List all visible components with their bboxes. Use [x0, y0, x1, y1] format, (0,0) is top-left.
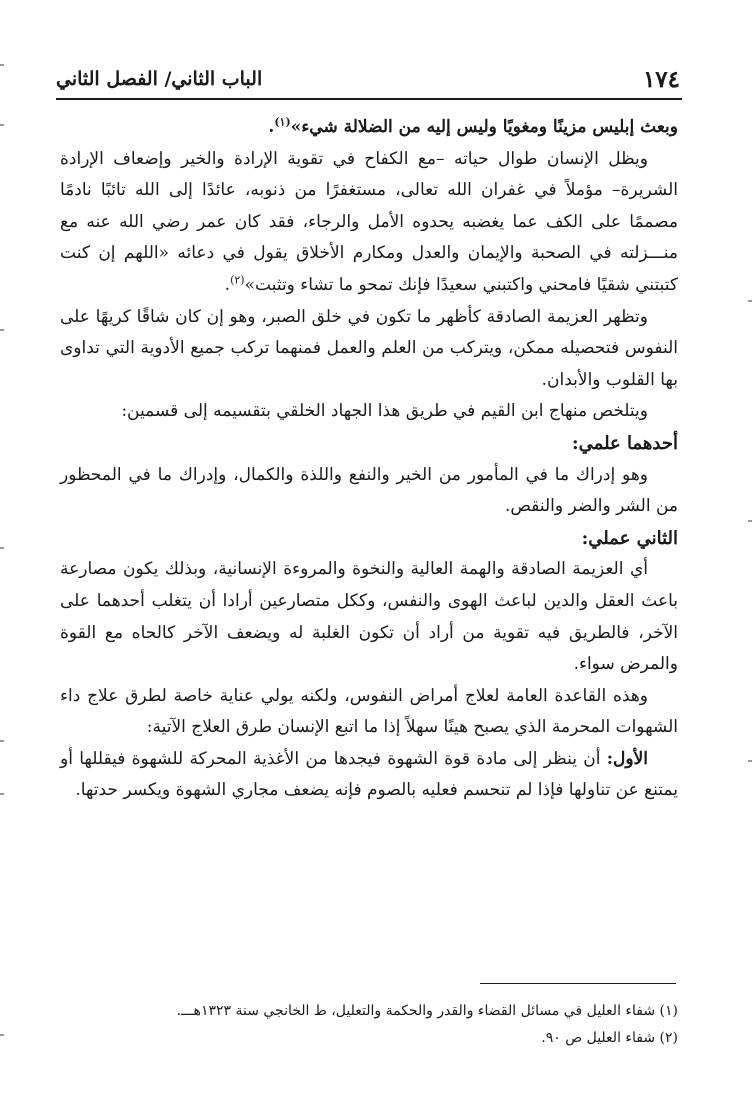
edge-mark — [0, 64, 4, 66]
paragraph-4: ويتلخص منهاج ابن القيم في طريق هذا الجهاد الخلقي بتقسيمه إلى قسمين: — [121, 401, 648, 422]
paragraph-1 — [60, 112, 678, 144]
footnote-ref-1[interactable]: (١) — [274, 115, 291, 129]
header-divider — [56, 98, 682, 100]
paragraph-3: وتظهر العزيمة الصادقة كأظهر ما تكون في خلق الصبر، وهو إن كان شاقًا كريهًا على النفوس فتحصيله ممكن، ويتركب من العلم والعمل فمنهما تركب جميع الأدوية التي تداوى بها القلوب والأبدان. — [60, 306, 678, 390]
subheading-theoretical: أحدهما علمي: — [572, 432, 678, 454]
subheading-practical: الثاني عملي: — [581, 527, 678, 549]
paragraph-6: أي العزيمة الصادقة والهمة العالية والنخوة والمروءة الإنسانية، وبذلك يكون مصارعة باعث العقل والدين لباعث الهوى والنفس، وككل متصارعين أرادا أن يتغلب أحدهما على الآخر، فالطريق فيه تقوية من أراد أن تكون الغلبة له ويضعف الآخر كالحاه مع القوة والمرض سواء. — [60, 559, 678, 675]
edge-mark — [748, 760, 752, 762]
page-header — [56, 62, 680, 96]
paragraph-7: وهذه القاعدة العامة لعلاج أمراض النفوس، ولكنه يولي عناية خاصة لطرق علاج داء الشهوات المحرمة الذي يصبح هينًا سهلاً إذا ما اتبع الإنسان طرق العلاج الآتية: — [60, 685, 678, 738]
edge-mark — [0, 740, 4, 742]
paragraph-2-end: . — [224, 274, 231, 295]
footnote-1: (١) شفاء العليل في مسائل القضاء والقدر والحكمة والتعليل، ط الخانجي سنة ١٣٢٣هـــ. — [176, 1003, 678, 1019]
paragraph-2-text: ويظل الإنسان طوال حياته –مع الكفاح في تقوية الإرادة والخير وإضعاف الإرادة الشريرة– مؤملاً في غفران الله تعالى، مستغفرًا من ذنوبه، عائدًا إلى الله تائبًا نادمًا مصممًا على الكف عما يغضبه يحدوه الأمل والرجاء، فقد كان عمر رضي الله عنه مع منـــزلته في الصحبة والإيمان والعدل ومكارم الأخلاق يقول في دعائه «اللهم إن كنت كتبتني شقيًا فامحني واكتبني سعيدًا فإنك تمحو ما تشاء وتثبت» — [60, 148, 678, 295]
running-title: الباب الثاني/ الفصل الثاني — [56, 68, 263, 90]
footnote-divider — [480, 983, 676, 984]
edge-mark — [748, 300, 752, 302]
edge-mark — [0, 547, 4, 549]
main-text — [60, 112, 678, 807]
paragraph-8 — [60, 744, 678, 807]
edge-mark — [0, 329, 4, 331]
edge-mark — [748, 520, 752, 522]
paragraph-1-end: . — [268, 117, 275, 137]
footnote-ref-2[interactable]: (٢) — [230, 273, 245, 287]
edge-mark — [0, 793, 4, 795]
footnotes — [60, 998, 678, 1052]
paragraph-5: وهو إدراك ما في المأمور من الخير والنفع واللذة والكمال، وإدراك ما في المحظور من الشر والضر والنقص. — [60, 464, 678, 517]
paragraph-1-text: وبعث إبليس مزينًا ومغويًا وليس إليه من الضلالة شيء» — [290, 117, 678, 137]
edge-mark — [0, 124, 4, 126]
paragraph-2 — [60, 144, 678, 302]
paragraph-8-text: أن ينظر إلى مادة قوة الشهوة فيجدها من الأغذية المحركة للشهوة فيقللها أو يمتنع عن تناولها فإذا لم تنحسم فعليه بالصوم فإنه يضعف مجاري الشهوة ويكسر حدتها. — [60, 748, 678, 801]
edge-mark — [0, 1034, 4, 1036]
page-number: ١٧٤ — [642, 65, 680, 93]
paragraph-8-lead: الأول: — [606, 748, 648, 769]
footnote-2: (٢) شفاء العليل ص ٩٠. — [541, 1030, 678, 1046]
